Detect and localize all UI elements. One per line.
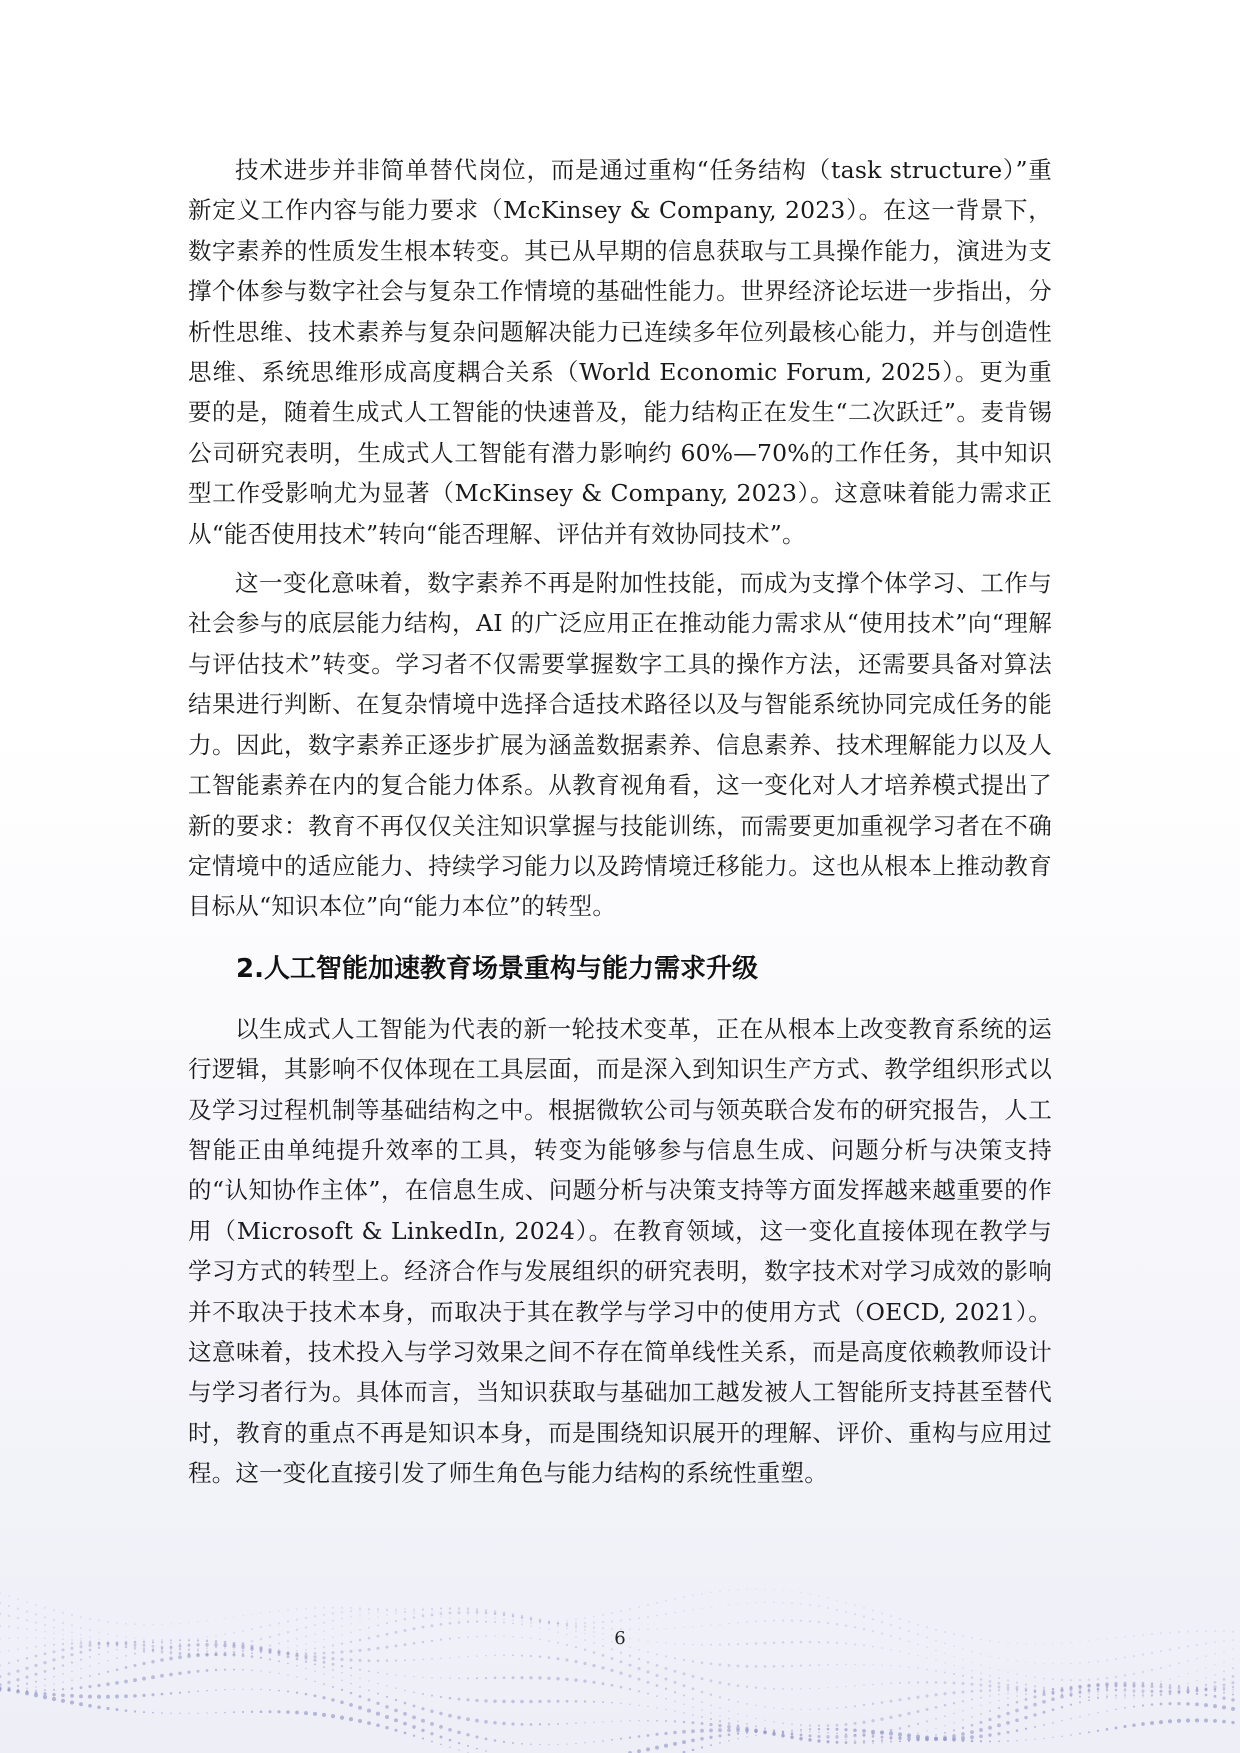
page-content bbox=[188, 150, 1052, 1494]
section-heading: 2.人工智能加速教育场景重构与能力需求升级 bbox=[236, 953, 758, 984]
body-paragraph-2: 这一变化意味着，数字素养不再是附加性技能，而成为支撑个体学习、工作与社会参与的底层能力结构，AI 的广泛应用正在推动能力需求从“使用技术”向“理解与评估技术”转变。学习者不仅需要掌握数字工具的操作方法，还需要具备对算法结果进行判断、在复杂情境中选择合适技术路径以及与智能系统协同完成任务的能力。因此，数字素养正逐步扩展为涵盖数据素养、信息素养、技术理解能力以及人工智能素养在内的复合能力体系。从教育视角看，这一变化对人才培养模式提出了新的要求：教育不再仅仅关注知识掌握与技能训练，而需要更加重视学习者在不确定情境中的适应能力、持续学习能力以及跨情境迁移能力。这也从根本上推动教育目标从“知识本位”向“能力本位”的转型。 bbox=[188, 569, 1052, 921]
body-paragraph-1: 技术进步并非简单替代岗位，而是通过重构“任务结构（task structure）”重新定义工作内容与能力要求（McKinsey & Company, 2023）。在这一背景下，数字素养的性质发生根本转变。其已从早期的信息获取与工具操作能力，演进为支撑个体参与数字社会与复杂工作情境的基础性能力。世界经济论坛进一步指出，分析性思维、技术素养与复杂问题解决能力已连续多年位列最核心能力，并与创造性思维、系统思维形成高度耦合关系（World Economic Forum, 2025）。更为重要的是，随着生成式人工智能的快速普及，能力结构正在发生“二次跃迁”。麦肯锡公司研究表明，生成式人工智能有潜力影响约 60%—70%的工作任务，其中知识型工作受影响尤为显著（McKinsey & Company, 2023）。这意味着能力需求正从“能否使用技术”转向“能否理解、评估并有效协同技术”。 bbox=[188, 156, 1052, 548]
page-number: 6 bbox=[614, 1628, 626, 1649]
dotted-wave-decoration bbox=[0, 1583, 1240, 1753]
body-paragraph-3: 以生成式人工智能为代表的新一轮技术变革，正在从根本上改变教育系统的运行逻辑，其影响不仅体现在工具层面，而是深入到知识生产方式、教学组织形式以及学习过程机制等基础结构之中。根据微软公司与领英联合发布的研究报告，人工智能正由单纯提升效率的工具，转变为能够参与信息生成、问题分析与决策支持的“认知协作主体”，在信息生成、问题分析与决策支持等方面发挥越来越重要的作用（Microsoft & LinkedIn, 2024）。在教育领域，这一变化直接体现在教学与学习方式的转型上。经济合作与发展组织的研究表明，数字技术对学习成效的影响并不取决于技术本身，而取决于其在教学与学习中的使用方式（OECD, 2021）。这意味着，技术投入与学习效果之间不存在简单线性关系，而是高度依赖教师设计与学习者行为。具体而言，当知识获取与基础加工越发被人工智能所支持甚至替代时，教育的重点不再是知识本身，而是围绕知识展开的理解、评价、重构与应用过程。这一变化直接引发了师生角色与能力结构的系统性重塑。 bbox=[188, 1014, 1052, 1488]
